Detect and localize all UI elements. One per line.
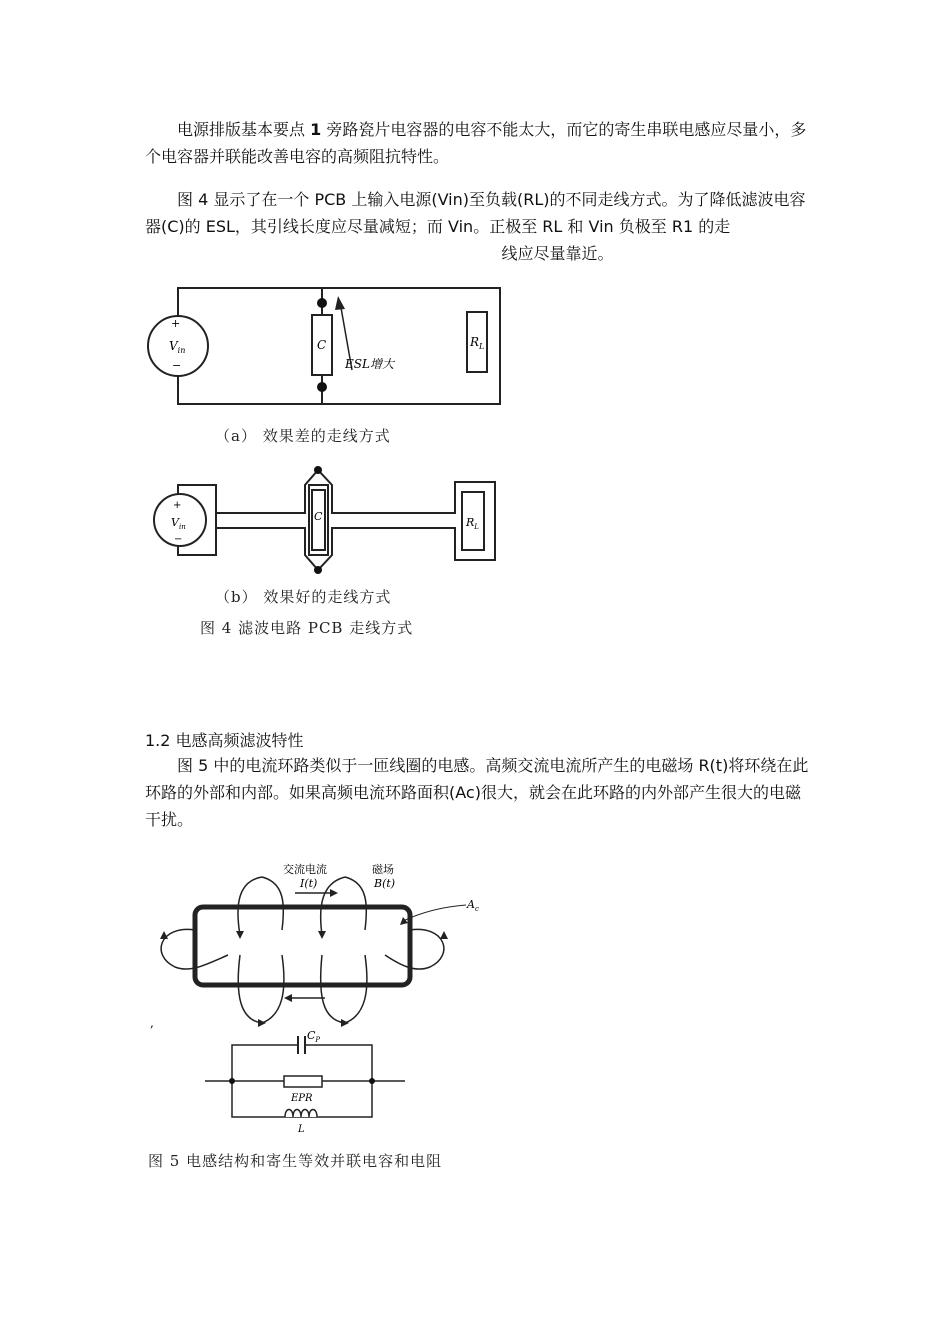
fig4b-caption: （b） 效果好的走线方式 xyxy=(215,588,392,606)
fig4b-vin-label: $V_{in}$ xyxy=(171,516,186,531)
fig5-current-symbol: I(t) xyxy=(300,877,318,890)
fig5-caption: 图 5 电感结构和寄生等效并联电容和电阻 xyxy=(148,1152,443,1170)
fig5-l-label: L xyxy=(298,1124,305,1135)
paragraph-inductance xyxy=(145,752,810,833)
fig4a-esl-arrowhead xyxy=(335,296,345,310)
fig5-field-loop-2b xyxy=(345,877,366,930)
fig5-arrowhead-bottom xyxy=(284,994,292,1002)
fig5-arrowhead-top xyxy=(330,889,338,897)
fig5-field-loop-1b xyxy=(262,877,283,930)
p3-text: 图 5 中的电流环路类似于一匝线圈的电感。高频交流电流所产生的电磁场 R(t)将环绕在此环路的外部和内部。如果高频电流环路面积(Ac)很大，就会在此环路的内外部产生很大的电磁干扰。 xyxy=(145,756,809,829)
fig4b-load-label: $R_L$ xyxy=(466,516,479,531)
fig5-cp-label: $C_P$ xyxy=(307,1029,321,1044)
fig5-ac-current-label: 交流电流 xyxy=(283,863,327,876)
fig4b-node-bottom xyxy=(314,566,322,574)
fig4b-node-top xyxy=(314,466,322,474)
fig5-field-loop-3b xyxy=(262,955,284,1023)
fig4b-minus: − xyxy=(174,534,183,545)
section-title: 1.2 电感高频滤波特性 xyxy=(145,731,304,750)
figure-5-diagram xyxy=(0,855,950,1155)
fig5-field-right xyxy=(385,929,444,969)
fig5-node-left xyxy=(229,1078,235,1084)
fig4a-esl-label: ESL增大 xyxy=(345,357,394,371)
fig5-epr-resistor xyxy=(284,1076,322,1087)
fig4a-cap-label: C xyxy=(317,338,327,352)
p1-text-c: 旁路瓷片电容器的电容不能太大，而它的寄生串联电感应尽量小，多个电容器并联能改善电容的高频阻抗特性。 xyxy=(145,120,807,166)
fig5-magnetic-label: 磁场 xyxy=(372,863,394,876)
fig5-inductor xyxy=(285,1110,317,1118)
paragraph-figure4-intro xyxy=(145,186,810,267)
p2-tail-text: 线应尽量靠近。 xyxy=(501,244,614,263)
fig4b-trace-outline xyxy=(216,470,495,570)
svg-text:,: , xyxy=(150,1016,154,1030)
figure-4-diagram xyxy=(0,270,950,670)
fig5-current-loop xyxy=(195,907,410,985)
fig4a-minus: − xyxy=(172,359,182,372)
fig4a-node-top xyxy=(317,298,327,308)
fig4a-node-bottom xyxy=(317,382,327,392)
fig5-field-loop-3 xyxy=(238,955,262,1023)
fig4a-vin-label: $V_{in}$ xyxy=(169,339,186,355)
p1-point-number: 1 xyxy=(310,120,322,139)
fig4b-plus: + xyxy=(173,500,182,511)
fig5-field-symbol: B(t) xyxy=(374,877,396,890)
fig4a-load-label: $R_L$ xyxy=(470,335,485,351)
p2-main-text: 图 4 显示了在一个 PCB 上输入电源(Vin)至负载(RL)的不同走线方式。为了降低滤波电容器(C)的 ESL，其引线长度应尽量减短；而 Vin。正极至 RL 和 Vin 负极至 R1 的走 xyxy=(145,190,806,236)
fig4a-caption: （a） 效果差的走线方式 xyxy=(215,427,391,445)
fig4-caption: 图 4 滤波电路 PCB 走线方式 xyxy=(200,619,414,637)
fig5-area-label: $A_c$ xyxy=(467,898,479,913)
fig4a-plus: + xyxy=(171,317,181,330)
fig5-epr-label: EPR xyxy=(291,1093,313,1104)
p1-text-a: 电源排版基本要点 xyxy=(177,120,311,139)
fig5-field-loop-4 xyxy=(321,955,345,1023)
paragraph-bypass-capacitor xyxy=(145,116,810,170)
fig5-node-right xyxy=(369,1078,375,1084)
fig4b-cap-label: C xyxy=(314,510,323,523)
fig5-field-loop-4b xyxy=(345,955,367,1023)
